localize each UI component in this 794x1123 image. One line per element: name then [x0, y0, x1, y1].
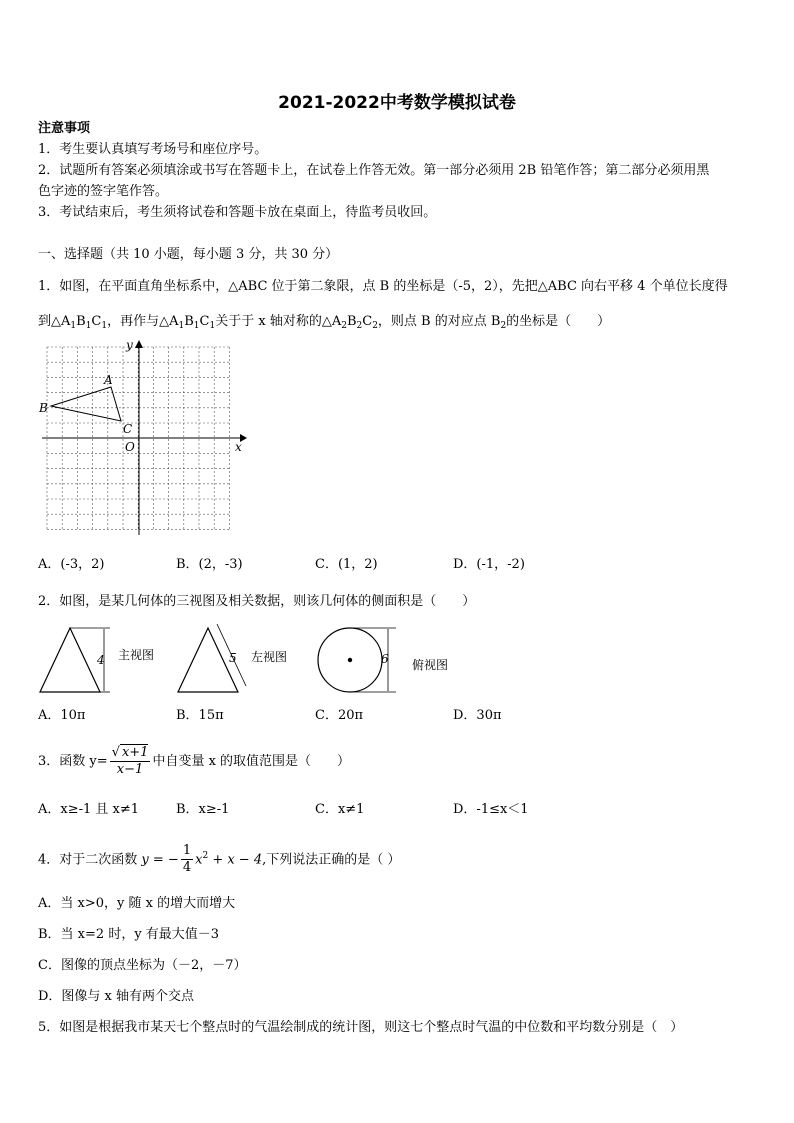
q3-option-a[interactable]: A．x≥-1 且 x≠1	[38, 802, 140, 817]
point-a-label: A	[104, 373, 113, 387]
coordinate-grid-figure	[40, 340, 250, 540]
q4-option-c[interactable]: C．图像的顶点坐标为（－2，－7）	[38, 958, 247, 973]
q1-option-b[interactable]: B．(2，-3)	[176, 557, 243, 572]
q4-option-d[interactable]: D．图像与 x 轴有两个交点	[38, 989, 195, 1004]
q4-text: 4．对于二次函数 y = − $\frac{1}{4}$ $x^2 + x - 4$,下列说法正确的是（ ）	[38, 843, 401, 876]
front-view-triangle	[40, 628, 100, 692]
q3-option-c[interactable]: C．x≠1	[315, 802, 365, 817]
q1-text-line1: 1．如图，在平面直角坐标系中，△ABC 位于第二象限，点 B 的坐标是（-5，2），先把△ABC 向右平移 4 个单位长度得	[38, 279, 728, 294]
q5-text: 5．如图是根据我市某天七个整点时的气温绘制成的统计图，则这七个整点时气温的中位数和平均数分别是（ ）	[38, 1020, 684, 1035]
front-view-label: 主视图	[118, 648, 155, 662]
notice-item: 3．考试结束后，考生须将试卷和答题卡放在桌面上，待监考员收回。	[38, 205, 437, 220]
x-axis-label: x	[235, 440, 242, 454]
q2-option-b[interactable]: B．15π	[176, 708, 224, 723]
point-b-label: B	[39, 401, 48, 415]
q2-option-c[interactable]: C．20π	[315, 708, 364, 723]
y-axis-label: y	[126, 338, 133, 352]
q4-option-a[interactable]: A．当 x>0，y 随 x 的增大而增大	[38, 896, 236, 911]
q1-text-line2: 到$\triangle A_1B_1C_1$，再作与$\triangle A_1B_1C_1$关于于 x 轴对称的$\triangle A_2B_2C_2$，则点 B 的对应点 $B_2$的坐标是（ ）	[38, 314, 611, 331]
page-title: 2021-2022中考数学模拟试卷	[278, 93, 516, 113]
notice-item: 色字迹的签字笔作答。	[38, 184, 169, 199]
q3-text: 3．函数 y= $\frac{√ x+1}{x-1}$ 中自变量 x 的取值范围是（ ）	[38, 745, 351, 777]
top-view-figure	[316, 626, 406, 698]
front-view-figure	[38, 622, 118, 697]
notice-heading: 注意事项	[38, 121, 91, 136]
origin-label: O	[125, 440, 135, 454]
side-view-slant: 5	[229, 651, 237, 665]
q1-option-d[interactable]: D．(-1，-2)	[453, 557, 525, 572]
top-view-diameter: 6	[381, 652, 389, 666]
q1-option-c[interactable]: C．(1，2)	[315, 557, 378, 572]
notice-item: 1．考生要认真填写考场号和座位序号。	[38, 142, 268, 157]
section-heading: 一、选择题（共 10 小题，每小题 3 分，共 30 分）	[38, 247, 339, 262]
y-axis-arrow	[135, 340, 143, 348]
side-view-label: 左视图	[251, 650, 288, 664]
point-c-label: C	[123, 422, 133, 436]
side-view-figure	[176, 622, 256, 697]
front-view-height: 4	[97, 653, 105, 667]
q2-option-a[interactable]: A．10π	[38, 708, 86, 723]
notice-item: 2．试题所有答案必须填涂或书写在答题卡上，在试卷上作答无效。第一部分必须用 2B 铅笔作答；第二部分必须用黑	[38, 163, 710, 178]
triangle-abc	[51, 387, 121, 421]
q2-text: 2．如图，是某几何体的三视图及相关数据，则该几何体的侧面积是（ ）	[38, 594, 476, 609]
q4-option-b[interactable]: B．当 x=2 时，y 有最大值－3	[38, 927, 220, 942]
q3-fraction: $\frac{√ x+1}{x-1}$	[111, 745, 149, 777]
top-view-label: 俯视图	[412, 658, 449, 672]
q3-option-d[interactable]: D．-1≤x＜1	[453, 802, 529, 817]
center-dot	[348, 658, 352, 662]
q1-option-a[interactable]: A．(-3，2)	[38, 557, 105, 572]
q2-option-d[interactable]: D．30π	[453, 708, 502, 723]
q3-option-b[interactable]: B．x≥-1	[176, 802, 230, 817]
